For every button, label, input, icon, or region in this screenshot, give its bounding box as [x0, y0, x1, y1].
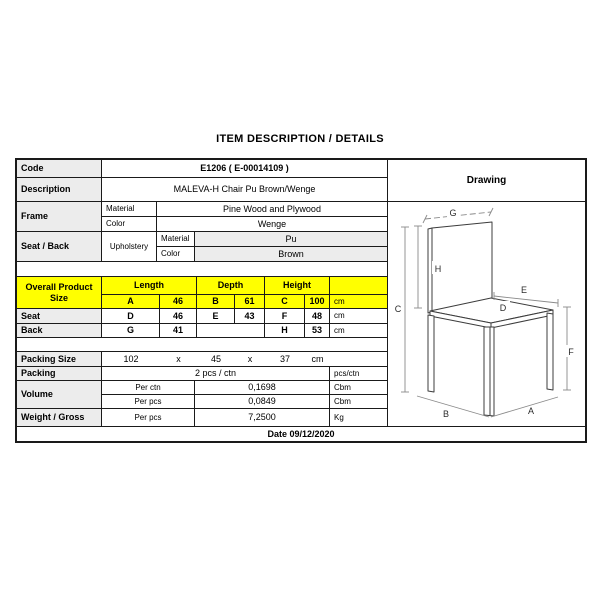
volume-label: Volume	[17, 381, 102, 409]
packing-size-sep1: x	[176, 353, 181, 364]
weight-per-label: Per pcs	[102, 409, 195, 427]
spacer-row	[17, 262, 388, 277]
packing-size-dim1: 102	[123, 353, 139, 364]
unit-header-empty	[330, 277, 388, 295]
packing-size-unit: cm	[311, 353, 324, 364]
description-value: MALEVA-H Chair Pu Brown/Wenge	[102, 178, 388, 202]
packing-size-label: Packing Size	[17, 352, 102, 367]
seat-depth-key: E	[197, 309, 235, 324]
back-height-key: H	[265, 324, 305, 338]
volume-per-ctn-unit: Cbm	[330, 381, 388, 395]
weight-label: Weight / Gross	[17, 409, 102, 427]
item-spec-table	[15, 158, 587, 443]
back-length-key: G	[102, 324, 160, 338]
dim-label-f: F	[568, 346, 574, 357]
dim-label-d: D	[499, 302, 507, 313]
seat-unit: cm	[330, 309, 388, 324]
seat-row-label: Seat	[17, 309, 102, 324]
chair-backrest-side	[428, 228, 432, 313]
dim-line-a	[491, 397, 558, 417]
back-depth-empty	[197, 324, 265, 338]
back-length-value: 41	[160, 324, 197, 338]
volume-per-ctn-label: Per ctn	[102, 381, 195, 395]
overall-height-key: C	[265, 295, 305, 309]
seat-back-material-value: Pu	[195, 232, 388, 247]
seat-height-key: F	[265, 309, 305, 324]
dim-line-b	[417, 396, 489, 417]
dim-label-e: E	[520, 284, 528, 295]
seat-back-material-label: Material	[157, 232, 195, 247]
drawing-header: Drawing	[388, 160, 585, 202]
dim-label-g: G	[449, 207, 457, 218]
volume-per-pcs-label: Per pcs	[102, 395, 195, 409]
frame-material-label: Material	[102, 202, 157, 217]
height-header: Height	[265, 277, 330, 295]
packing-label: Packing	[17, 367, 102, 381]
packing-value: 2 pcs / ctn	[102, 367, 330, 381]
description-label: Description	[17, 178, 102, 202]
frame-color-label: Color	[102, 217, 157, 232]
overall-length-key: A	[102, 295, 160, 309]
code-value: E1206 ( E-00014109 )	[102, 160, 388, 178]
code-label: Code	[17, 160, 102, 178]
drawing-area	[388, 202, 585, 427]
volume-per-pcs-value: 0,0849	[195, 395, 330, 409]
seat-back-color-label: Color	[157, 247, 195, 262]
page-title: ITEM DESCRIPTION / DETAILS	[216, 133, 384, 145]
length-header: Length	[102, 277, 197, 295]
chair-leg-left	[428, 315, 434, 392]
chair-leg-right	[547, 313, 553, 390]
weight-value: 7,2500	[195, 409, 330, 427]
overall-height-value: 100	[305, 295, 330, 309]
packing-unit: pcs/ctn	[330, 367, 388, 381]
chair-drawing	[388, 202, 585, 427]
weight-unit: Kg	[330, 409, 388, 427]
overall-unit: cm	[330, 295, 388, 309]
seat-back-color-value: Brown	[195, 247, 388, 262]
chair-leg-front	[484, 327, 494, 416]
seat-depth-value: 43	[235, 309, 265, 324]
back-height-value: 53	[305, 324, 330, 338]
volume-per-ctn-value: 0,1698	[195, 381, 330, 395]
packing-size-dim3: 37	[279, 353, 290, 364]
upholstery-label: Upholstery	[102, 232, 157, 262]
spacer-row	[17, 338, 388, 352]
seat-length-value: 46	[160, 309, 197, 324]
depth-header: Depth	[197, 277, 265, 295]
dim-label-c: C	[394, 303, 402, 314]
dim-label-a: A	[527, 405, 535, 416]
frame-label: Frame	[17, 202, 102, 232]
packing-size-sep2: x	[247, 353, 253, 364]
dim-label-b: B	[442, 408, 450, 419]
frame-material-value: Pine Wood and Plywood	[157, 202, 388, 217]
overall-depth-value: 61	[235, 295, 265, 309]
overall-size-label: Overall Product Size	[17, 277, 102, 309]
dim-label-h: H	[434, 263, 442, 274]
packing-size-row	[102, 352, 388, 367]
frame-color-value: Wenge	[157, 217, 388, 232]
seat-length-key: D	[102, 309, 160, 324]
seat-back-label: Seat / Back	[17, 232, 102, 262]
overall-depth-key: B	[197, 295, 235, 309]
seat-height-value: 48	[305, 309, 330, 324]
date-row: Date 09/12/2020	[267, 428, 335, 439]
back-unit: cm	[330, 324, 388, 338]
back-row-label: Back	[17, 324, 102, 338]
packing-size-dim2: 45	[210, 353, 221, 364]
overall-length-value: 46	[160, 295, 197, 309]
volume-per-pcs-unit: Cbm	[330, 395, 388, 409]
